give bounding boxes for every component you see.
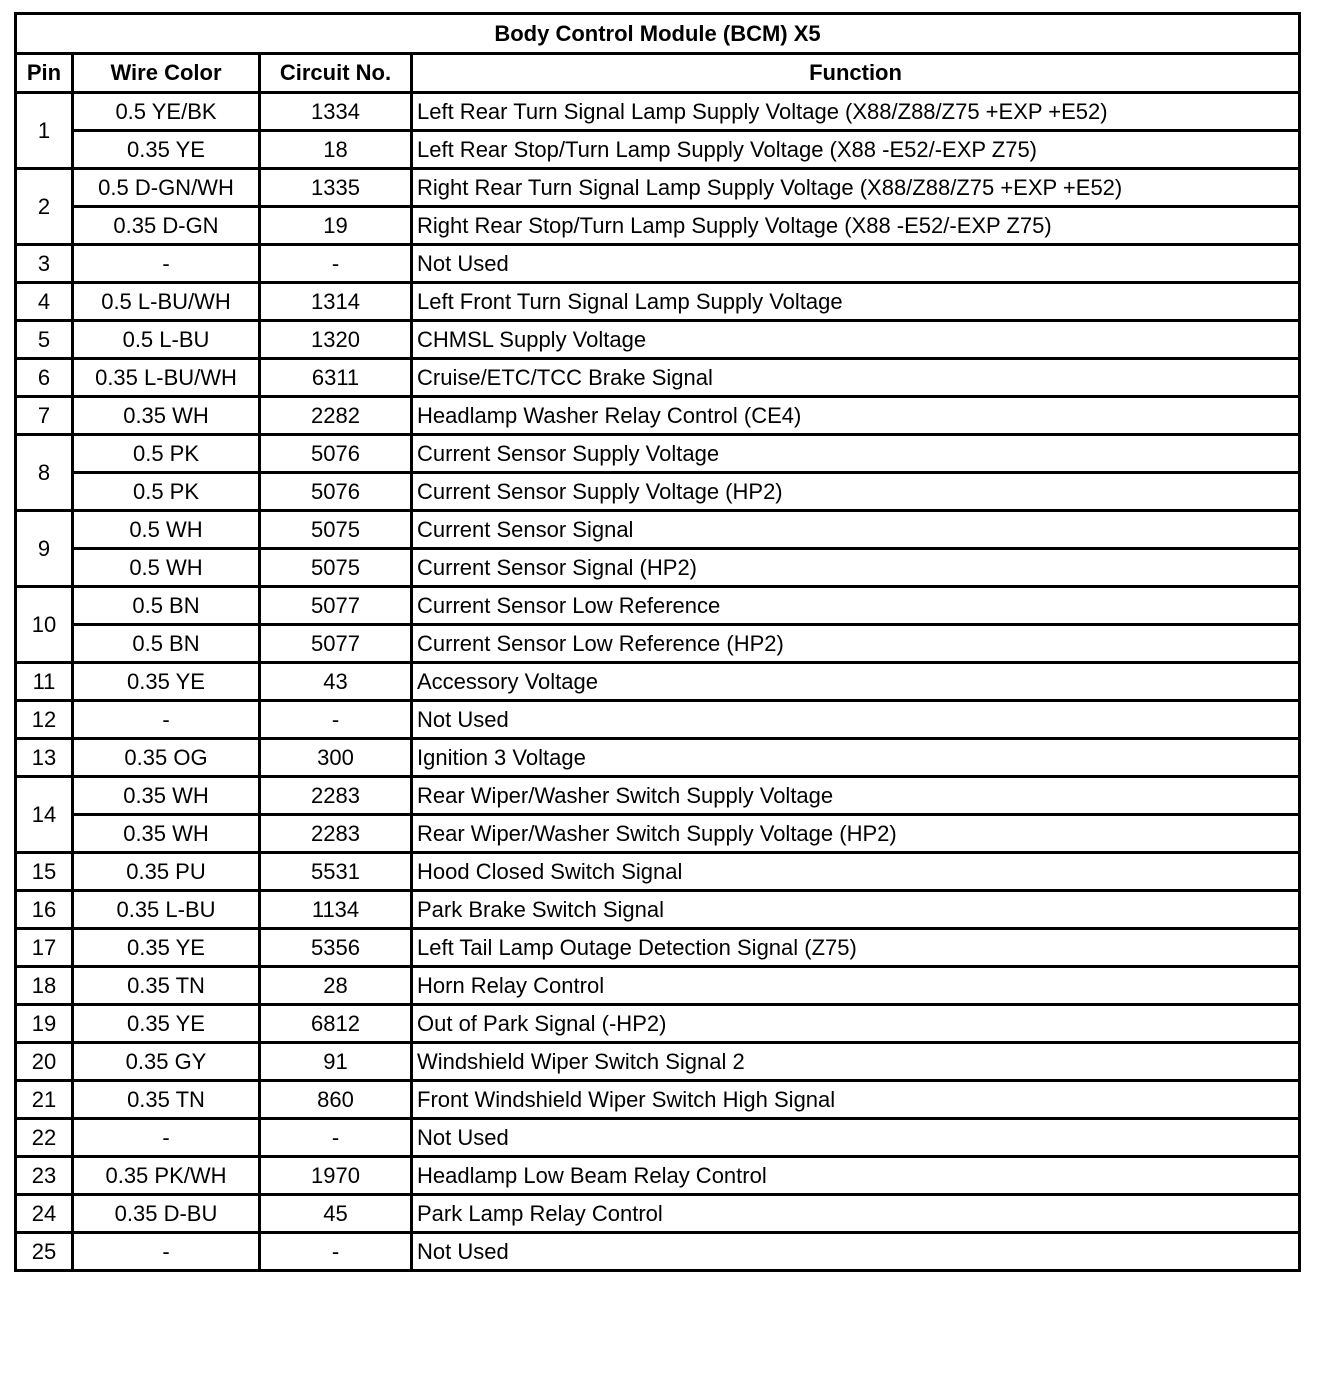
- pin-cell: 14: [16, 777, 73, 853]
- function-cell: Out of Park Signal (-HP2): [412, 1005, 1300, 1043]
- function-cell: Not Used: [412, 245, 1300, 283]
- table-row: [16, 853, 1300, 891]
- circuit-number-cell: 5077: [260, 625, 412, 663]
- function-cell: Accessory Voltage: [412, 663, 1300, 701]
- circuit-number-cell: 6311: [260, 359, 412, 397]
- wire-color-cell: 0.35 YE: [73, 1005, 260, 1043]
- pin-cell: 1: [16, 93, 73, 169]
- function-cell: Front Windshield Wiper Switch High Signal: [412, 1081, 1300, 1119]
- wire-color-cell: -: [73, 245, 260, 283]
- table-title: Body Control Module (BCM) X5: [16, 14, 1300, 54]
- wire-color-cell: 0.5 PK: [73, 435, 260, 473]
- table-row: [16, 587, 1300, 625]
- pin-cell: 10: [16, 587, 73, 663]
- circuit-number-cell: -: [260, 701, 412, 739]
- table-row: [16, 435, 1300, 473]
- circuit-number-cell: 19: [260, 207, 412, 245]
- pin-cell: 23: [16, 1157, 73, 1195]
- circuit-number-cell: -: [260, 1233, 412, 1271]
- table-row: [16, 777, 1300, 815]
- table-row: [16, 701, 1300, 739]
- function-cell: Hood Closed Switch Signal: [412, 853, 1300, 891]
- table-row: [16, 397, 1300, 435]
- table-row: [16, 1005, 1300, 1043]
- wire-color-cell: 0.5 PK: [73, 473, 260, 511]
- pin-cell: 16: [16, 891, 73, 929]
- pin-cell: 12: [16, 701, 73, 739]
- pin-cell: 20: [16, 1043, 73, 1081]
- function-cell: Current Sensor Signal (HP2): [412, 549, 1300, 587]
- circuit-number-cell: 5075: [260, 549, 412, 587]
- circuit-number-cell: 5356: [260, 929, 412, 967]
- wire-color-cell: 0.5 WH: [73, 549, 260, 587]
- wire-color-cell: -: [73, 1119, 260, 1157]
- circuit-number-cell: 1334: [260, 93, 412, 131]
- table-row: [16, 1233, 1300, 1271]
- wire-color-cell: 0.35 WH: [73, 397, 260, 435]
- function-cell: Left Rear Turn Signal Lamp Supply Voltage (X88/Z88/Z75 +EXP +E52): [412, 93, 1300, 131]
- pin-cell: 18: [16, 967, 73, 1005]
- wire-color-cell: 0.35 PK/WH: [73, 1157, 260, 1195]
- table-row: [16, 549, 1300, 587]
- function-cell: Cruise/ETC/TCC Brake Signal: [412, 359, 1300, 397]
- pin-cell: 2: [16, 169, 73, 245]
- circuit-number-cell: 28: [260, 967, 412, 1005]
- pin-cell: 7: [16, 397, 73, 435]
- function-cell: Current Sensor Low Reference (HP2): [412, 625, 1300, 663]
- table-row: [16, 245, 1300, 283]
- circuit-number-cell: 1134: [260, 891, 412, 929]
- function-cell: Not Used: [412, 701, 1300, 739]
- wire-color-cell: 0.35 YE: [73, 131, 260, 169]
- wire-color-cell: 0.35 GY: [73, 1043, 260, 1081]
- function-cell: Not Used: [412, 1233, 1300, 1271]
- pin-cell: 8: [16, 435, 73, 511]
- wire-color-cell: 0.35 L-BU/WH: [73, 359, 260, 397]
- function-cell: Rear Wiper/Washer Switch Supply Voltage: [412, 777, 1300, 815]
- wire-color-cell: 0.5 YE/BK: [73, 93, 260, 131]
- pin-cell: 17: [16, 929, 73, 967]
- circuit-number-cell: 1320: [260, 321, 412, 359]
- function-cell: Horn Relay Control: [412, 967, 1300, 1005]
- table-row: [16, 663, 1300, 701]
- table-row: [16, 739, 1300, 777]
- pin-cell: 24: [16, 1195, 73, 1233]
- circuit-number-cell: 18: [260, 131, 412, 169]
- function-cell: Park Lamp Relay Control: [412, 1195, 1300, 1233]
- circuit-number-cell: -: [260, 1119, 412, 1157]
- table-row: [16, 321, 1300, 359]
- circuit-number-cell: 5075: [260, 511, 412, 549]
- wire-color-cell: 0.35 TN: [73, 1081, 260, 1119]
- table-row: [16, 1195, 1300, 1233]
- wire-color-cell: 0.5 D-GN/WH: [73, 169, 260, 207]
- circuit-number-cell: -: [260, 245, 412, 283]
- function-cell: Current Sensor Supply Voltage: [412, 435, 1300, 473]
- pin-cell: 22: [16, 1119, 73, 1157]
- wire-color-cell: 0.35 OG: [73, 739, 260, 777]
- circuit-number-cell: 91: [260, 1043, 412, 1081]
- pin-cell: 6: [16, 359, 73, 397]
- table-row: [16, 1157, 1300, 1195]
- header-circuit-no: Circuit No.: [260, 54, 412, 93]
- header-function: Function: [412, 54, 1300, 93]
- wire-color-cell: 0.35 PU: [73, 853, 260, 891]
- circuit-number-cell: 5076: [260, 435, 412, 473]
- circuit-number-cell: 5531: [260, 853, 412, 891]
- wire-color-cell: 0.35 D-BU: [73, 1195, 260, 1233]
- header-pin: Pin: [16, 54, 73, 93]
- wire-color-cell: 0.35 L-BU: [73, 891, 260, 929]
- function-cell: Current Sensor Low Reference: [412, 587, 1300, 625]
- header-wire-color: Wire Color: [73, 54, 260, 93]
- pin-cell: 9: [16, 511, 73, 587]
- circuit-number-cell: 5076: [260, 473, 412, 511]
- function-cell: Park Brake Switch Signal: [412, 891, 1300, 929]
- wire-color-cell: -: [73, 701, 260, 739]
- wire-color-cell: 0.35 YE: [73, 663, 260, 701]
- pin-cell: 13: [16, 739, 73, 777]
- circuit-number-cell: 1314: [260, 283, 412, 321]
- wire-color-cell: -: [73, 1233, 260, 1271]
- function-cell: Current Sensor Supply Voltage (HP2): [412, 473, 1300, 511]
- pin-cell: 11: [16, 663, 73, 701]
- wire-color-cell: 0.35 WH: [73, 815, 260, 853]
- connector-pinout-table: [14, 12, 1301, 1272]
- wire-color-cell: 0.5 L-BU/WH: [73, 283, 260, 321]
- table-row: [16, 929, 1300, 967]
- table-row: [16, 169, 1300, 207]
- circuit-number-cell: 2283: [260, 777, 412, 815]
- table-row: [16, 1119, 1300, 1157]
- function-cell: Current Sensor Signal: [412, 511, 1300, 549]
- wire-color-cell: 0.5 WH: [73, 511, 260, 549]
- pin-cell: 4: [16, 283, 73, 321]
- table-row: [16, 473, 1300, 511]
- circuit-number-cell: 2283: [260, 815, 412, 853]
- table-row: [16, 891, 1300, 929]
- wire-color-cell: 0.5 L-BU: [73, 321, 260, 359]
- function-cell: Left Rear Stop/Turn Lamp Supply Voltage (X88 -E52/-EXP Z75): [412, 131, 1300, 169]
- table-row: [16, 625, 1300, 663]
- function-cell: Headlamp Low Beam Relay Control: [412, 1157, 1300, 1195]
- function-cell: Rear Wiper/Washer Switch Supply Voltage (HP2): [412, 815, 1300, 853]
- wire-color-cell: 0.5 BN: [73, 587, 260, 625]
- wire-color-cell: 0.35 TN: [73, 967, 260, 1005]
- circuit-number-cell: 300: [260, 739, 412, 777]
- table-row: [16, 967, 1300, 1005]
- table-row: [16, 815, 1300, 853]
- function-cell: Left Tail Lamp Outage Detection Signal (Z75): [412, 929, 1300, 967]
- circuit-number-cell: 43: [260, 663, 412, 701]
- circuit-number-cell: 860: [260, 1081, 412, 1119]
- table-row: [16, 131, 1300, 169]
- circuit-number-cell: 6812: [260, 1005, 412, 1043]
- function-cell: CHMSL Supply Voltage: [412, 321, 1300, 359]
- pin-cell: 21: [16, 1081, 73, 1119]
- function-cell: Right Rear Stop/Turn Lamp Supply Voltage (X88 -E52/-EXP Z75): [412, 207, 1300, 245]
- function-cell: Windshield Wiper Switch Signal 2: [412, 1043, 1300, 1081]
- wire-color-cell: 0.35 YE: [73, 929, 260, 967]
- function-cell: Left Front Turn Signal Lamp Supply Voltage: [412, 283, 1300, 321]
- wire-color-cell: 0.35 WH: [73, 777, 260, 815]
- pin-cell: 19: [16, 1005, 73, 1043]
- circuit-number-cell: 1970: [260, 1157, 412, 1195]
- wire-color-cell: 0.5 BN: [73, 625, 260, 663]
- function-cell: Headlamp Washer Relay Control (CE4): [412, 397, 1300, 435]
- pin-cell: 3: [16, 245, 73, 283]
- circuit-number-cell: 2282: [260, 397, 412, 435]
- function-cell: Ignition 3 Voltage: [412, 739, 1300, 777]
- table-row: [16, 359, 1300, 397]
- circuit-number-cell: 5077: [260, 587, 412, 625]
- pin-cell: 25: [16, 1233, 73, 1271]
- table-row: [16, 1081, 1300, 1119]
- table-row: [16, 207, 1300, 245]
- header-row: [16, 54, 1300, 93]
- pin-cell: 5: [16, 321, 73, 359]
- table-row: [16, 283, 1300, 321]
- wire-color-cell: 0.35 D-GN: [73, 207, 260, 245]
- table-row: [16, 511, 1300, 549]
- pin-cell: 15: [16, 853, 73, 891]
- table-row: [16, 1043, 1300, 1081]
- function-cell: Not Used: [412, 1119, 1300, 1157]
- circuit-number-cell: 1335: [260, 169, 412, 207]
- circuit-number-cell: 45: [260, 1195, 412, 1233]
- function-cell: Right Rear Turn Signal Lamp Supply Voltage (X88/Z88/Z75 +EXP +E52): [412, 169, 1300, 207]
- table-row: [16, 93, 1300, 131]
